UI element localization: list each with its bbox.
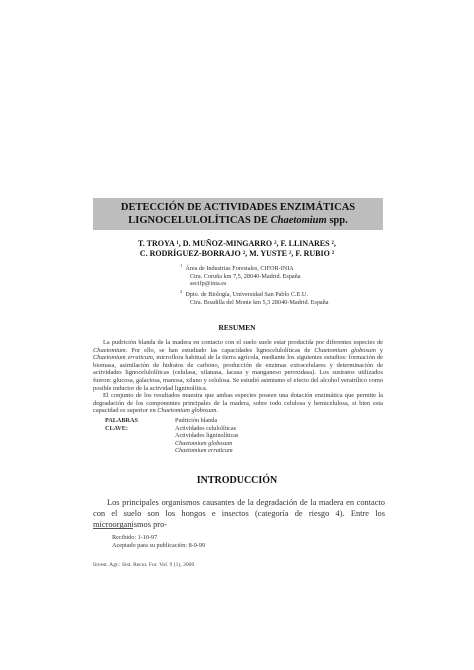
footnote-divider <box>93 528 133 529</box>
affiliation-1-line-1 <box>180 265 294 272</box>
abstract-text: , microflora habitual de la tierra agrícola, mediante los siguientes estudios: formación de biomasa, asimilación de hidratos de carbono, producción de enzimas extracelulares y determinación de actividades lignocelulolíticas (celulasa, xilanasa, lacasa y manganeso peroxidasa). Los sustratos utilizados fueron: glucosa, galactosa, manosa, xilano y celulosa. Se estudió asimismo el efecto del alcohol veratrílico como posible inductor de la actividad ligninolítica. <box>93 354 383 392</box>
species-name: Chaetomium globosum <box>157 407 217 415</box>
authors-line-1: T. TROYA ¹, D. MUÑOZ-MINGARRO ², F. LLINARES ², <box>138 239 336 248</box>
affiliation-1-line-2: Ctra. Coruña km 7,5, 28040-Madrid. España <box>190 272 301 280</box>
affiliation-2-line-2: Ctra. Boadilla del Monte km 5,3 28040-Madrid. España <box>190 298 329 306</box>
title-genus: Chaetomium <box>270 215 327 226</box>
keyword-item: Actividades celulolíticas <box>175 424 236 432</box>
affiliation-1-mark: 1 <box>180 263 183 268</box>
abstract-text: . <box>216 407 218 415</box>
received-date: Recibido: 1-10-97 <box>112 534 158 541</box>
affiliation-2-line-1 <box>180 291 308 298</box>
abstract-paragraph-2 <box>93 392 383 415</box>
species-name: Chaetomium globosum <box>314 346 376 354</box>
abstract-text: El conjunto de los resultados muestra que ambas especies poseen una dotación enzimática que permite la degradación de los componentes principales de la madera, sobre todo celulosa y hemicelulosa, si bien esta capacidad es superior en <box>93 392 383 415</box>
keyword-species: Chaetomium globosum <box>175 439 233 447</box>
abstract-text: y <box>375 346 383 354</box>
keyword-item <box>175 440 295 448</box>
keywords-label: PALABRAS CLAVE: <box>105 417 138 432</box>
abstract-text: . Por ello, se han estudiado las capacidades lignocelulolíticas de <box>125 346 315 354</box>
introduccion-heading: INTRODUCCIÓN <box>196 475 278 486</box>
keywords-list <box>175 417 295 455</box>
affiliation-2-line-1-text: Dpto. de Biología, Universidad San Pablo C.E.U. <box>185 291 308 299</box>
affiliation-1-email: secifp@inia.es <box>190 280 227 288</box>
resumen-heading: RESUMEN <box>218 323 256 332</box>
title-block <box>93 198 383 230</box>
abstract-text: La pudrición blanda de la madera en contacto con el suelo suele estar producida por diferentes especies de <box>103 339 383 346</box>
authors <box>0 239 474 259</box>
affiliation-1 <box>180 262 400 288</box>
title-line-2 <box>93 214 383 227</box>
affiliation-1-line-1-text: Área de Industrias Forestales, CIFOR-INIA <box>185 265 294 273</box>
abstract <box>93 339 383 415</box>
introduccion-paragraph: Los principales organismos causantes de la degradación de la madera en contacto con el suelo son los hongos e insectos (categoría de riesgo 4). Entre los microorganismos pro- <box>93 498 385 529</box>
keyword-item <box>175 447 295 455</box>
affiliation-2-mark: 2 <box>180 289 183 294</box>
accepted-date: Aceptado para su publicación: 8-9-99 <box>112 542 206 549</box>
title-line-2-text: LIGNOCELULOLÍTICAS DE <box>128 215 271 226</box>
keyword-item: Actividades ligninolíticas <box>175 432 239 439</box>
affiliation-2 <box>180 288 400 306</box>
abstract-paragraph-1 <box>93 339 383 392</box>
keyword-item: Pudrición blanda <box>175 417 218 424</box>
species-name: Chaetomium erraticum <box>93 354 153 362</box>
title-line-2-suffix: spp. <box>326 215 348 226</box>
introduccion-text <box>93 497 385 530</box>
title-line-1: DETECCIÓN DE ACTIVIDADES ENZIMÁTICAS <box>120 202 356 213</box>
footnotes <box>112 534 205 550</box>
journal-citation: Invest. Agr.: Sist. Recur. For. Vol. 9 (1), 2000 <box>93 562 195 568</box>
keyword-species: Chaetomium erraticum <box>175 447 233 454</box>
species-name: Chaetomium <box>93 346 126 354</box>
authors-line-2: C. RODRÍGUEZ-BORRAJO ², M. YUSTE ², F. RUBIO ² <box>139 249 335 258</box>
